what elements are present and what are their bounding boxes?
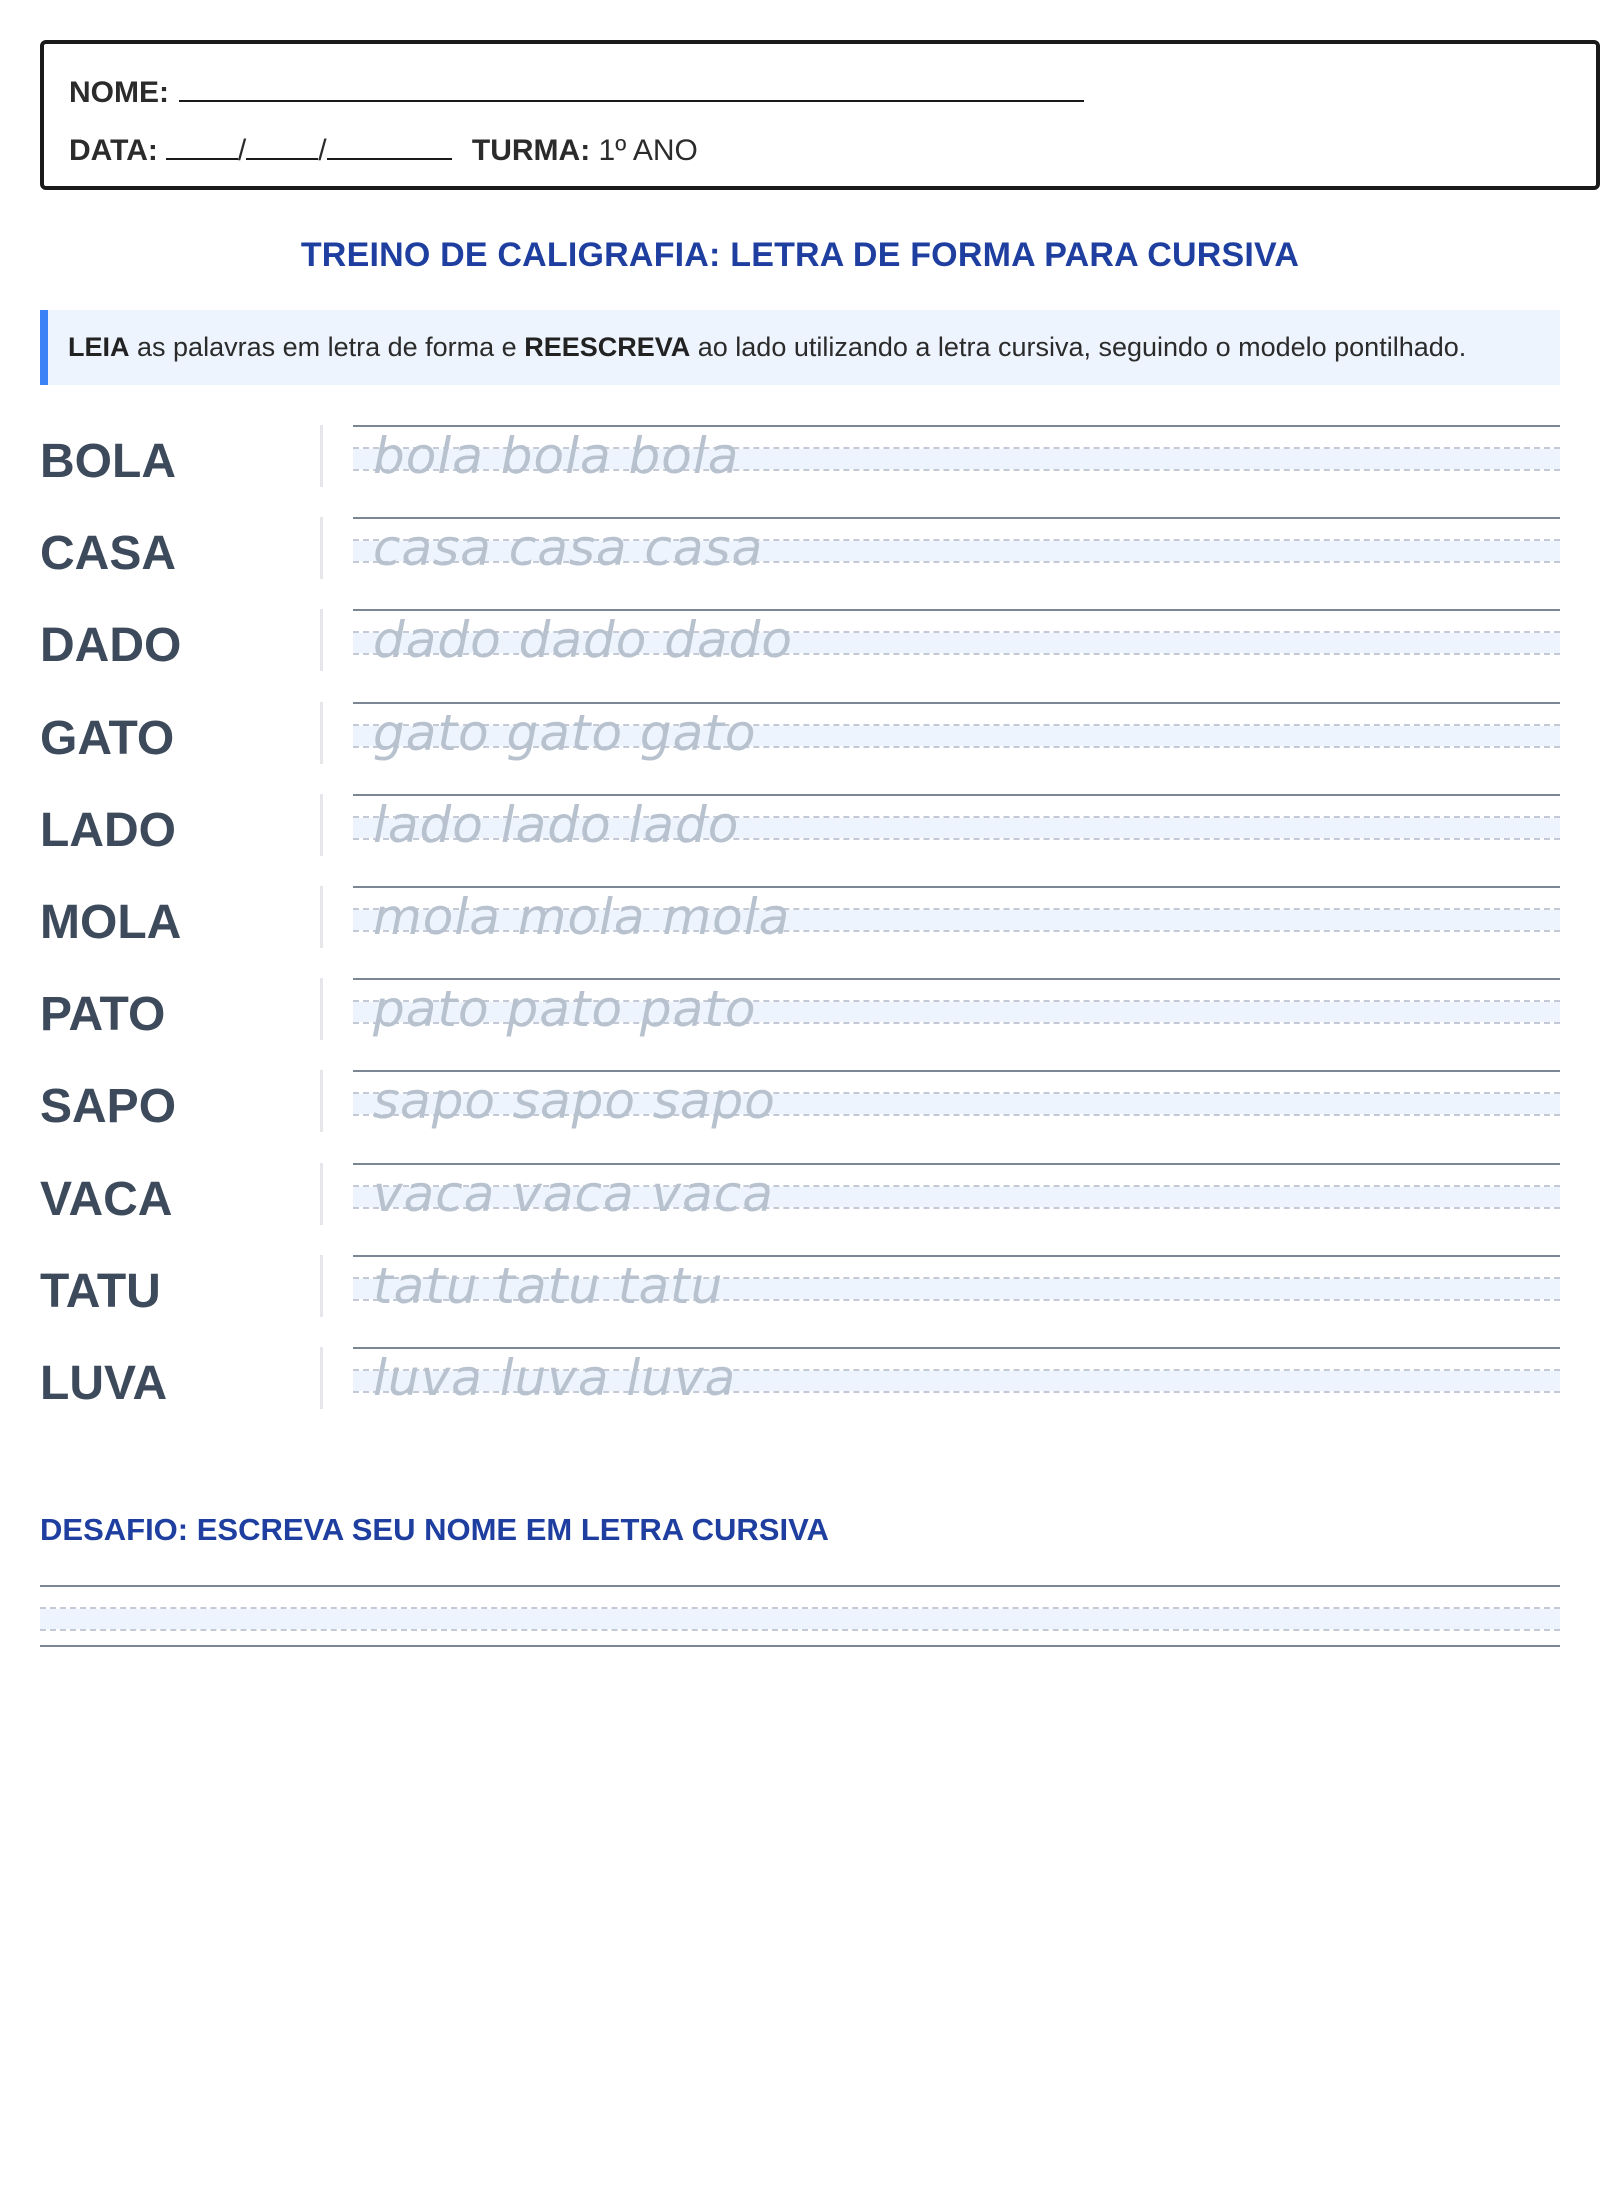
name-blank-line[interactable] <box>179 72 1084 102</box>
instruction-part1: as palavras em letra de forma e <box>129 332 525 362</box>
worksheet-title: TREINO DE CALIGRAFIA: LETRA DE FORMA PARA CURSIVA <box>300 236 1300 274</box>
row-divider <box>320 425 323 487</box>
row-divider <box>320 1255 323 1317</box>
writing-lines[interactable] <box>353 1163 1560 1225</box>
date-month-blank[interactable] <box>246 130 318 160</box>
date-slash-2: / <box>318 134 327 167</box>
writing-lines[interactable] <box>353 702 1560 764</box>
practice-row <box>40 1347 1560 1439</box>
print-word: CASA <box>40 527 177 581</box>
cursive-model: sapo sapo sapo <box>373 1072 776 1131</box>
challenge-heading: DESAFIO: ESCREVA SEU NOME EM LETRA CURSIVA <box>40 1512 829 1547</box>
row-divider <box>320 978 323 1040</box>
print-word: GATO <box>40 711 175 765</box>
row-divider <box>320 1347 323 1409</box>
class-value: 1º ANO <box>598 134 698 167</box>
midline-band <box>40 1609 1560 1629</box>
print-word: LUVA <box>40 1356 168 1410</box>
class-label: TURMA: <box>471 134 591 167</box>
practice-row <box>40 425 1560 517</box>
writing-lines[interactable] <box>353 425 1560 487</box>
practice-row <box>40 609 1560 701</box>
row-divider <box>320 702 323 764</box>
challenge-writing-lines[interactable] <box>40 1585 1560 1647</box>
date-day-blank[interactable] <box>166 130 238 160</box>
student-info-box <box>40 40 1600 190</box>
writing-lines[interactable] <box>353 1070 1560 1132</box>
cursive-model: mola mola mola <box>373 887 791 946</box>
row-divider <box>320 1070 323 1132</box>
writing-lines[interactable] <box>353 609 1560 671</box>
cursive-model: tatu tatu tatu <box>373 1256 724 1315</box>
dashed-line-lower <box>40 1629 1560 1631</box>
practice-row <box>40 1163 1560 1255</box>
instruction-reescreva: REESCREVA <box>524 332 691 362</box>
print-word: LADO <box>40 803 176 857</box>
writing-lines[interactable] <box>353 886 1560 948</box>
cursive-model: pato pato pato <box>373 980 757 1039</box>
practice-row <box>40 794 1560 886</box>
row-divider <box>320 886 323 948</box>
dashed-line-upper <box>40 1607 1560 1609</box>
bottom-line <box>40 1645 1560 1647</box>
writing-lines[interactable] <box>353 1255 1560 1317</box>
name-label: NOME: <box>69 76 169 109</box>
cursive-model: casa casa casa <box>373 519 764 578</box>
practice-row <box>40 978 1560 1070</box>
name-row <box>69 72 1084 110</box>
row-divider <box>320 1163 323 1225</box>
practice-rows <box>40 425 1560 1439</box>
writing-lines[interactable] <box>353 794 1560 856</box>
row-divider <box>320 517 323 579</box>
writing-lines[interactable] <box>353 517 1560 579</box>
instructions-text <box>68 332 1466 363</box>
row-divider <box>320 794 323 856</box>
top-line <box>40 1585 1560 1587</box>
practice-row <box>40 702 1560 794</box>
instruction-part2: ao lado utilizando a letra cursiva, seguindo o modelo pontilhado. <box>690 332 1467 362</box>
writing-lines[interactable] <box>353 978 1560 1040</box>
date-year-blank[interactable] <box>327 130 452 160</box>
cursive-model: bola bola bola <box>373 427 740 485</box>
cursive-model: luva luva luva <box>373 1348 737 1407</box>
row-divider <box>320 609 323 671</box>
practice-row <box>40 517 1560 609</box>
print-word: BOLA <box>40 435 176 488</box>
cursive-model: lado lado lado <box>373 795 740 854</box>
cursive-model: vaca vaca vaca <box>373 1164 774 1223</box>
date-slash-1: / <box>237 134 247 167</box>
writing-lines[interactable] <box>353 1347 1560 1409</box>
practice-row <box>40 886 1560 978</box>
date-row <box>69 130 698 168</box>
print-word: DADO <box>40 619 182 673</box>
practice-row <box>40 1255 1560 1347</box>
cursive-model: gato gato gato <box>373 703 757 762</box>
print-word: PATO <box>40 988 166 1042</box>
instructions-box <box>40 310 1560 385</box>
date-label: DATA: <box>69 134 158 167</box>
instruction-leia: LEIA <box>68 332 130 362</box>
print-word: TATU <box>40 1264 161 1318</box>
cursive-model: dado dado dado <box>373 611 793 670</box>
print-word: MOLA <box>40 895 182 949</box>
practice-row <box>40 1070 1560 1162</box>
print-word: VACA <box>40 1172 173 1226</box>
print-word: SAPO <box>40 1080 177 1134</box>
